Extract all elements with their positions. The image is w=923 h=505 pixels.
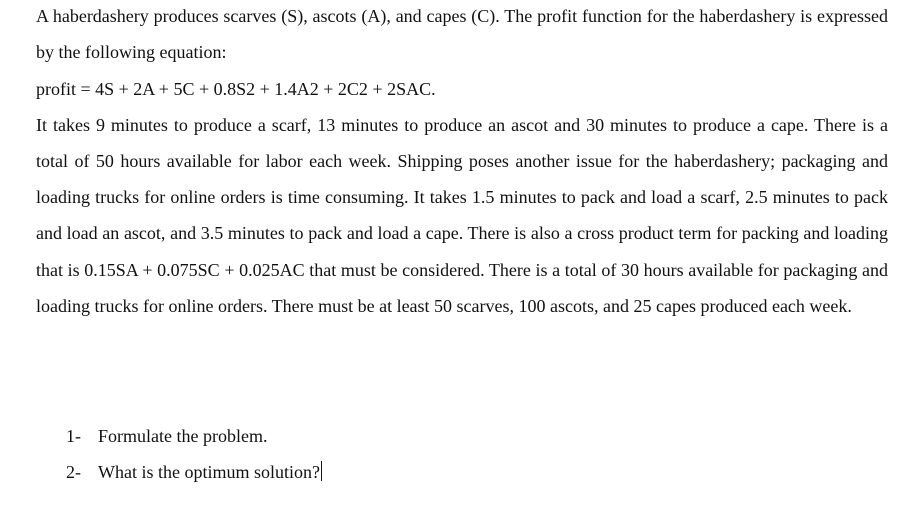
problem-statement	[36, 0, 888, 324]
question-list	[66, 418, 322, 490]
question-text: What is the optimum solution?	[98, 462, 320, 482]
question-number: 2-	[66, 462, 81, 482]
question-number: 1-	[66, 426, 81, 446]
details-paragraph: It takes 9 minutes to produce a scarf, 13 minutes to produce an ascot and 30 minutes to produce a cape. There is a total of 50 hours available for labor each week. Shipping poses another issue for the haberdashery; packaging and loading trucks for online orders is time consuming. It takes 1.5 minutes to pack and load a scarf, 2.5 minutes to pack and load an ascot, and 3.5 minutes to pack and load a cape. There is also a cross product term for packing and loading that is 0.15SA + 0.075SC + 0.025AC that must be considered. There is a total of 30 hours available for packaging and loading trucks for online orders. There must be at least 50 scarves, 100 ascots, and 25 capes produced each week.	[36, 114, 888, 317]
profit-equation: profit = 4S + 2A + 5C + 0.8S2 + 1.4A2 + 2C2 + 2SAC.	[36, 78, 436, 99]
question-item	[66, 418, 322, 454]
question-item	[66, 454, 322, 490]
text-cursor	[321, 461, 322, 481]
intro-paragraph: A haberdashery produces scarves (S), ascots (A), and capes (C). The profit function for the haberdashery is expressed by the following equation:	[36, 6, 888, 63]
question-text: Formulate the problem.	[98, 426, 268, 446]
